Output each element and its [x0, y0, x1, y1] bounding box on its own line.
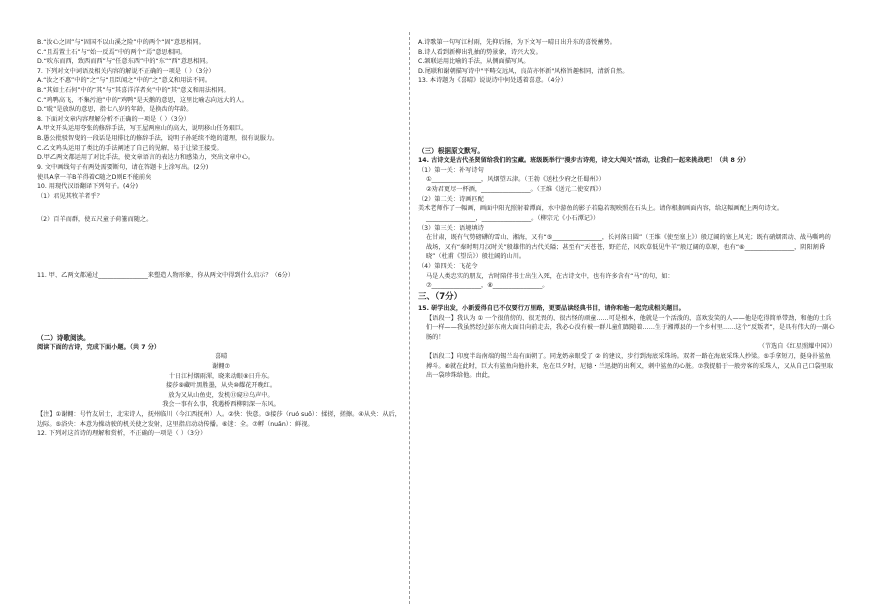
passage-1-source: （节选自《红星照耀中国》）: [758, 343, 836, 351]
option-c-q12: C.颔联运用比喻的手法，从侧面描写风。: [418, 58, 530, 66]
option-d-q7: D.“耽”是放纵的意思，指七八岁的年龄，是换齿的年龄。: [37, 106, 193, 114]
question-14: 14. 古诗文是古代圣贤留给我们的宝藏。班级既举行"漫步古诗苑，诗文大闯关"活动，让我们一起来挑战吧！（共 8 分）: [418, 157, 750, 165]
right-column: [418, 38, 836, 381]
option-d-q12: D.尾联和谢朝描写诗中"平畴交远风，良苗亦怀新"风格旨趣相同，清新自然。: [418, 67, 629, 75]
poem-line-4: 我会一事有么事，我遇桥西柳阴深一东风。: [162, 401, 280, 409]
passage-2: 【语段二】印度半岛南端的锡兰岛有面朝了。同龙奶亲眼受了 ② 的建议，步行到海底采珠场。双者一路在海底采珠人抄梁。⑤手拿短刀，挺身扑鲨鱼搏斗。⑥就在此时，巨大有鲨鱼向他扑来，危在旦夕时，尼德・兰迅捷的出利又，刺中鲨鱼的心脏。⑦我捉船于一般旁客的采珠人，又从自己口袋里取出一袋珍珠给他。由此，: [426, 353, 834, 380]
poem-line-1: 十日江村烟雨渾，晓来动眼⑧日升东。: [168, 372, 274, 380]
stage-4-blanks: ⑦________________，⑧________________。: [426, 282, 549, 290]
option-b-q8: B.愚公批驳智叟的一段话是用排比的修辞手法，说明子孙延续不绝的道理，很有说服力。: [37, 135, 279, 143]
option-c-q8: C.乙文鸡头运用了类比的手法阐述了自己的见解，易于让梁王接受。: [37, 144, 223, 152]
stage-1-item-1: ①________________，风烟望五津。（王勃《送杜少府之任蜀州》）: [426, 176, 605, 184]
stage-3-passage: 在甘肃，既有气势磅礴的雪山、湘海，又有“⑤________________，长河落日圆”（王维《使至塞上》）般辽阔的塞上风光；既有硝烟雷动、战马嘶鸣的战场，又有“秦时明月汉时关”般雄伟的古代关隘；甚至有“天苍苍，野茫茫，风吹草低见牛羊”般辽阔的草原，也有“⑥________________，阴阳割昏晓”（杜甫《望岳》）般壮阔的山川。: [426, 234, 831, 261]
section-poetry-heading: （二）诗歌阅读。: [37, 333, 90, 342]
stage-1-item-2: ②劝君更尽一杯酒，________________。（王维《送元二使安西》）: [426, 186, 605, 194]
option-a-q12: A.诗歌第一句写江村雨，先抑后扬，为下文写一晴日出升东的喜悦蓄势。: [418, 39, 616, 46]
option-b-q12: B.诗人看到新柳出乳抽的势景象，诗兴大发。: [418, 48, 542, 56]
question-10: 10. 用现代汉语翻译下列句子。(4分): [37, 183, 139, 191]
stage-1-heading: （1）第一关：补写诗句: [418, 166, 484, 174]
question-12: 12. 下列对这首诗的理解和赏析，不正确的一项是（ ）（3分）: [37, 430, 207, 438]
question-9: 9. 文中画线句子有两处需要断句，请在答题卡上涂写出。(2分): [37, 163, 209, 171]
stage-4-prompt: 马是人类忠实的朋友，古时陪伴书士出生入死，在古诗文中，也有许多含有“马”的句，如：: [426, 272, 674, 280]
question-7: 7. 下列对文中词语及相关内容的解说不正确的一项是（ ）（3分）: [37, 67, 215, 75]
option-c-q7: C.“鸡鸭高飞，不集污池”中的“鸡鸭”是天鹅的意思，这里比喻志向远大的人。: [37, 96, 248, 104]
option-a-q8: A.甲文开头运用夸张的修辞手法，写王屋两座山的高大，说明移山任务艰巨。: [37, 125, 248, 133]
question-10-part-1: （1）君见其牧羊者乎？: [37, 192, 103, 200]
poem-author: 谢翱⑦: [212, 363, 230, 371]
stage-2-heading: （2）第二关：诗画匹配: [418, 195, 484, 203]
stage-2-blanks: ________________，________________。（柳宗元《小石潭记》）: [426, 214, 600, 222]
part-three-heading: 三、（7分）: [418, 291, 463, 302]
section-recitation-heading: （三）根据原文默写。: [418, 147, 484, 156]
poem-line-2: 接莎⑨藏叶黑胜墨，从央⑩耀花开晚红。: [165, 382, 277, 390]
poem-notes: 【注】①谢翱：号竹友居士，北宋诗人，抚州临川（今江西抚州）人。②快：快意。③接莎（ruó suō）：揉搓，搓擦。④从央：从后，边际。⑤浴央：本意为操动驶的机关使之发射，这里指启动动传播。⑥迷：全。⑦孵（nuǎn）：鲜视。: [37, 411, 401, 428]
option-b-q6: B.“汝心之固”与“固国不以山溪之险”中的两个“固”意思相同。: [37, 39, 205, 46]
left-column: [37, 38, 405, 439]
question-9-sentence: 使具A拿一羊B羊得着C随之D则E不能前矣: [37, 173, 152, 181]
stage-3-heading: （3）第三关：语境填诗: [418, 224, 484, 232]
question-11: 11. 甲、乙两文都通过________________来塑造人物形象，你从两文中得到什么启示？（6分）: [37, 271, 295, 279]
poem-title: 喜晴: [214, 353, 228, 361]
question-8: 8. 下面对文章内容理解分析不正确的一项是（ ）（3分）: [37, 115, 190, 123]
poem-line-3: 放为又从山鱼吏，发机⑪窥⑫乌声中。: [168, 391, 274, 399]
question-15: 15. 研学出发，小新爱得自已不仅要行万里路，更要品读经典书目，请你和他一起完成相关题目。: [418, 304, 685, 312]
column-divider: [409, 32, 410, 604]
option-c-q6: C.“且焉置土石”与“始一反焉”中的两个“焉”意思相同。: [37, 48, 187, 56]
option-d-q8: D.甲乙两文都运用了对比手法，使文章语言的表达力和感染力，突出文章中心。: [37, 154, 255, 162]
stage-4-heading: （4）第四关：飞花令: [418, 262, 478, 270]
question-13: 13. 本诗题为《喜晴》说说诗中何处透着喜意。（4分）: [418, 77, 567, 85]
question-10-part-2: （2）百羊而群，使五尺童子荷箠而随之。: [37, 216, 153, 224]
option-b-q7: B.“其如土石何”中的“其”与“其喜洋洋者矣”中的“其”意义和用法相同。: [37, 87, 230, 95]
poetry-instruction: 阅读下面的古诗，完成下面小题。（共 7 分）: [37, 343, 161, 351]
stage-2-prompt: 美术老师作了一幅画，画面中阳光照射着潭面，水中游鱼的影子若隐若现映照在石头上。请你根据画面内容，给这幅画配上两句诗文。: [418, 205, 784, 213]
option-a-q7: A.“汝之不惠”中的“之”与“且臣闻之”中的“之”意义和用法不同。: [37, 77, 212, 85]
option-d-q6: D.“吹东而西，致西而西”与“任意东西”中的“东”“西”意思相同。: [37, 58, 212, 66]
passage-1: 【语段一】我认为 ① 一个很俏傍的、很无畏的、很古怪的顽童……可是根本，他就是一个活泼的，喜欢发笑的人——他是吃得简单带劲，和他的士兵们一样——我虽然经过彭东南大面目向前走去，我必心没有被一群儿童们跟随着……生于湘潭县的一个乡村里……这个“反叛者”，是具有伟大的一副心肠的！: [426, 314, 835, 341]
